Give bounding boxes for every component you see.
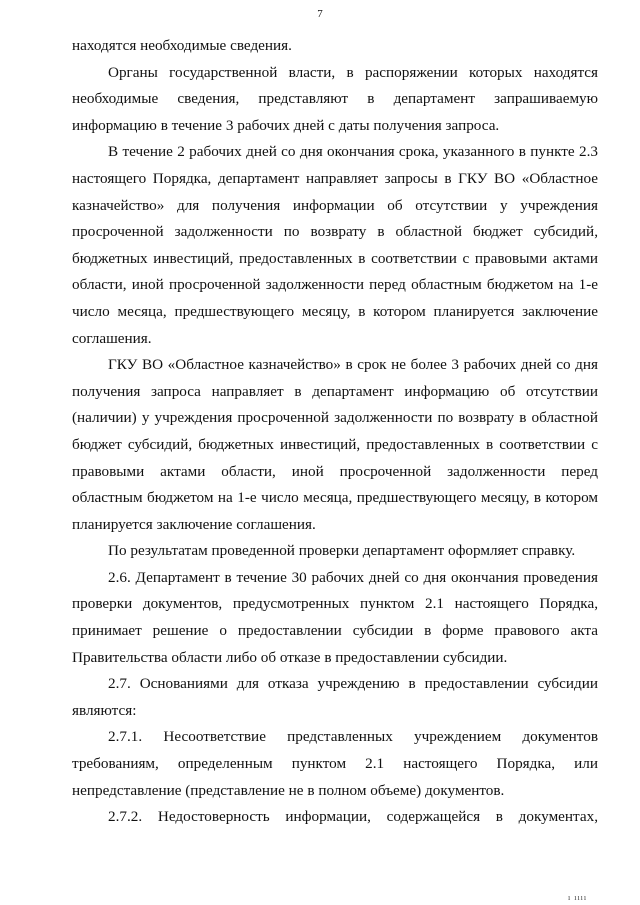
page-number: 7 <box>317 8 323 20</box>
paragraph-2-6: 2.6. Департамент в течение 30 рабочих дней со дня окончания проведения проверки документов, предусмотренных пунктом 2.1 настоящего Порядка, принимает решение о предоставлении субсидии в форме правового акта Правительства области либо об отказе в предоставлении субсидии. <box>72 568 598 666</box>
paragraph-treasury-request: В течение 2 рабочих дней со дня окончания срока, указанного в пункте 2.3 настоящего Порядка, департамент направляет запросы в ГКУ ВО «Областное казначейство» для получения информации об отсутствии у учреждения просроченной задолженности по возврату в областной бюджет субсидий, бюджетных инвестиций, предоставленных в соответствии с правовыми актами области, иной просроченной задолженности перед областным бюджетом на 1-е число месяца, предшествующего месяцу, в котором планируется заключение соглашения. <box>72 143 598 347</box>
document-body <box>72 33 598 831</box>
paragraph-2-7: 2.7. Основаниями для отказа учреждению в предоставлении субсидии являются: <box>72 675 598 719</box>
paragraph-treasury-response: ГКУ ВО «Областное казначейство» в срок не более 3 рабочих дней со дня получения запроса направляет в департамент информацию об отсутствии (наличии) у учреждения просроченной задолженности по возврату в областной бюджет субсидий, бюджетных инвестиций, предоставленных в соответствии с правовыми актами области, иной просроченной задолженности перед областным бюджетом на 1-е число месяца, предшествующего месяцу, в котором планируется заключение соглашения. <box>72 356 598 533</box>
paragraph-2-7-2: 2.7.2. Недостоверность информации, содержащейся в документах, <box>108 808 598 826</box>
paragraph-authorities: Органы государственной власти, в распоряжении которых находятся необходимые сведения, представляют в департамент запрашиваемую информацию в течение 3 рабочих дней с даты получения запроса. <box>72 63 598 134</box>
footer-mark: ı ıııı <box>568 893 588 902</box>
paragraph-continuation: находятся необходимые сведения. <box>72 37 292 54</box>
paragraph-2-7-1: 2.7.1. Несоответствие представленных учреждением документов требованиям, определенным пунктом 2.1 настоящего Порядка, или непредставление (представление не в полном объеме) документов. <box>72 728 598 799</box>
paragraph-certificate: По результатам проведенной проверки департамент оформляет справку. <box>108 542 576 560</box>
